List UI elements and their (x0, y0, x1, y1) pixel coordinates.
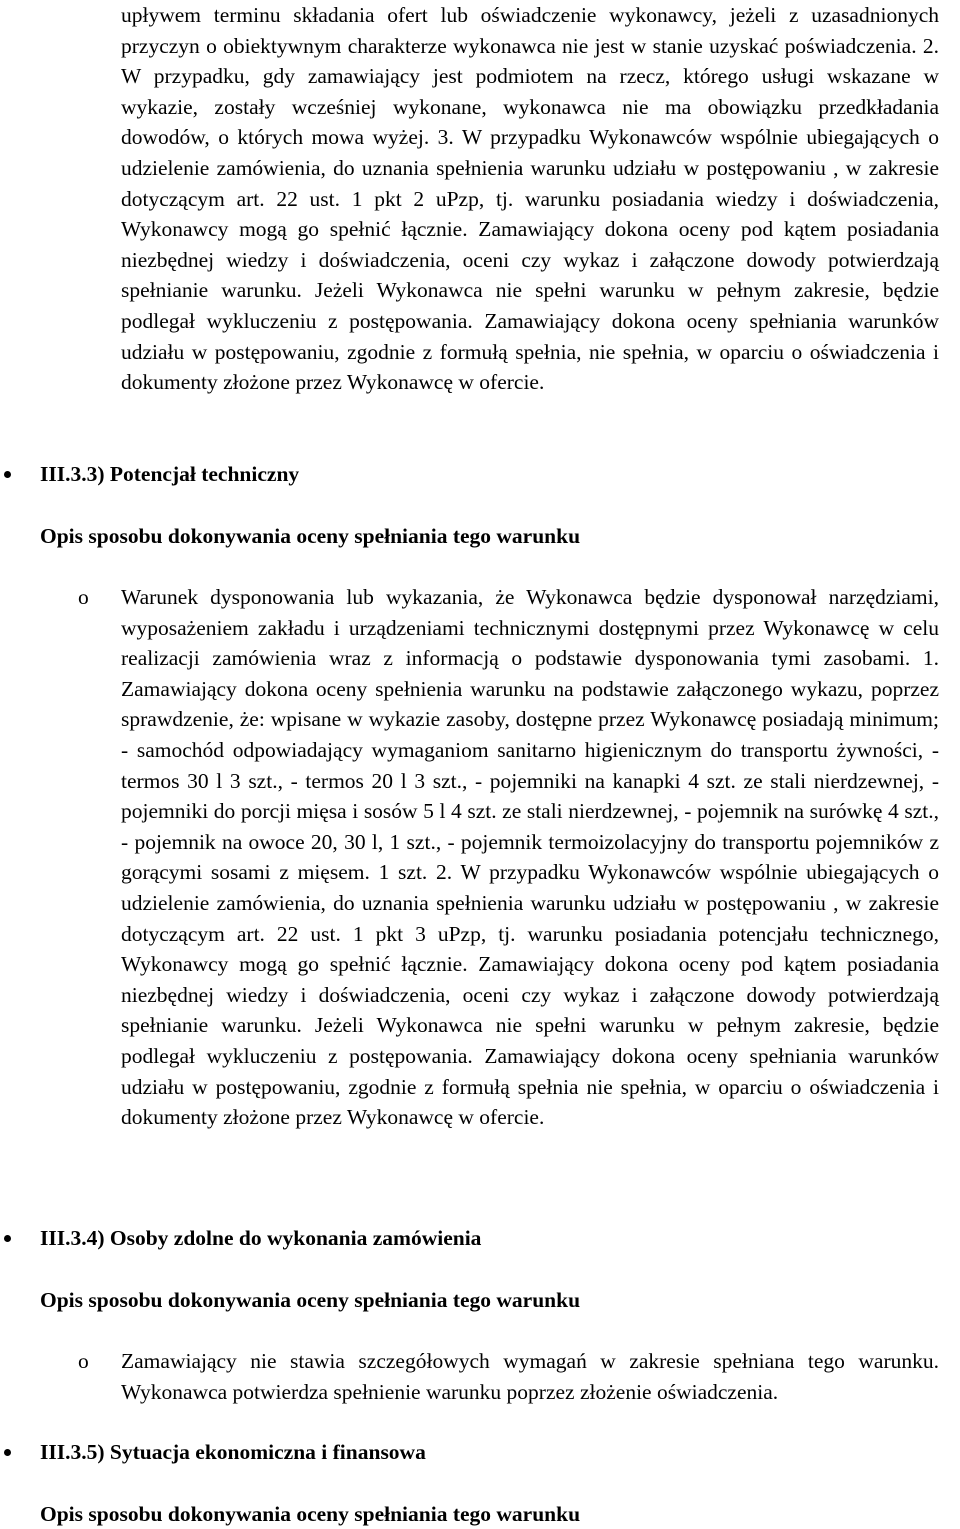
section-item-economic (0, 1437, 940, 1467)
paragraph-persons: Zamawiający nie stawia szczegółowych wymagań w zakresie spełniana tego warunku. Wykonawca potwierdza spełnienie warunku poprzez złożenie oświadczenia. (121, 1349, 939, 1404)
section-item-technical-potential (0, 459, 940, 489)
section-item-persons (0, 1223, 940, 1253)
list-marker-o: o (78, 585, 89, 609)
paragraph-experience-conditions: upływem terminu składania ofert lub oświadczenie wykonawcy, jeżeli z uzasadnionych przyczyn o obiektywnym charakterze wykonawca nie jest w stanie uzyskać poświadczenia. 2. W przypadku, gdy zamawiający jest podmiotem na rzecz, którego usługi wskazane w wykazie, zostały wcześniej wykonane, wykonawca nie ma obowiązku przedkładania dowodów, o których mowa wyżej. 3. W przypadku Wykonawców wspólnie ubiegających o udzielenie zamówienia, do uznania spełnienia warunku udziału w postępowaniu , w zakresie dotyczącym art. 22 ust. 1 pkt 2 uPzp, tj. warunku posiadania wiedzy i doświadczenia, Wykonawcy mogą go spełnić łącznie. Zamawiający dokona oceny pod kątem posiadania niezbędnej wiedzy i doświadczenia, oceni czy wykaz i załączone dowody potwierdzają spełnianie warunku. Jeżeli Wykonawca nie spełni warunku w pełnym zakresie, będzie podlegał wykluczeniu z postępowania. Zamawiający dokona oceny spełniania warunków udziału w postępowaniu, zgodnie z formułą spełnia, nie spełnia, w oparciu o oświadczenia i dokumenty złożone przez Wykonawcę w ofercie. (121, 3, 939, 395)
bullet-icon (4, 471, 11, 478)
section-heading: III.3.3) Potencjał techniczny (40, 462, 300, 486)
section-heading: III.3.4) Osoby zdolne do wykonania zamówienia (40, 1226, 482, 1250)
assessment-heading: Opis sposobu dokonywania oceny spełniania tego warunku (40, 1288, 581, 1312)
section-heading: III.3.5) Sytuacja ekonomiczna i finansowa (40, 1440, 426, 1464)
paragraph-technical-potential: Warunek dysponowania lub wykazania, że Wykonawca będzie dysponował narzędziami, wyposażeniem zakładu i urządzeniami technicznymi dostępnymi przez Wykonawcę w celu realizacji zamówienia wraz z informacją o podstawie dysponowania tymi zasobami. 1. Zamawiający dokona oceny spełnienia warunku na podstawie załączonego wykazu, poprzez sprawdzenie, że: wpisane w wykazie zasoby, dostępne przez Wykonawcę posiadają minimum; - samochód odpowiadający wymaganiom sanitarno higienicznym do transportu żywności, - termos 30 l 3 szt., - termos 20 l 3 szt., - pojemniki na kanapki 4 szt. ze stali nierdzewnej, - pojemniki do porcji mięsa i sosów 5 l 4 szt. ze stali nierdzewnej, - pojemnik na surówkę 4 szt., - pojemnik na owoce 20, 30 l, 1 szt., - pojemnik termoizolacyjny do transportu pojemników z gorącymi sosami z mięsem. 1 szt. 2. W przypadku Wykonawców wspólnie ubiegających o udzielenie zamówienia, do uznania spełnienia warunku udziału w postępowaniu , w zakresie dotyczącym art. 22 ust. 1 pkt 3 uPzp, tj. warunku posiadania potencjału technicznego, Wykonawcy mogą go spełnić łącznie. Zamawiający dokona oceny pod kątem posiadania niezbędnej wiedzy i doświadczenia, oceni czy wykaz i załączone dowody potwierdzają spełnianie warunku. Jeżeli Wykonawca nie spełni warunku w pełnym zakresie, będzie podlegał wykluczeniu z postępowania. Zamawiający dokona oceny spełniania warunków udziału w postępowaniu, zgodnie z formułą spełnia nie spełnia, w oparciu o oświadczenia i dokumenty złożone przez Wykonawcę w ofercie. (121, 585, 939, 1130)
list-marker-o: o (78, 1349, 89, 1373)
assessment-heading: Opis sposobu dokonywania oceny spełniania tego warunku (40, 524, 581, 548)
bullet-icon (4, 1449, 11, 1456)
assessment-heading: Opis sposobu dokonywania oceny spełniania tego warunku (40, 1502, 581, 1526)
bullet-icon (4, 1235, 11, 1242)
